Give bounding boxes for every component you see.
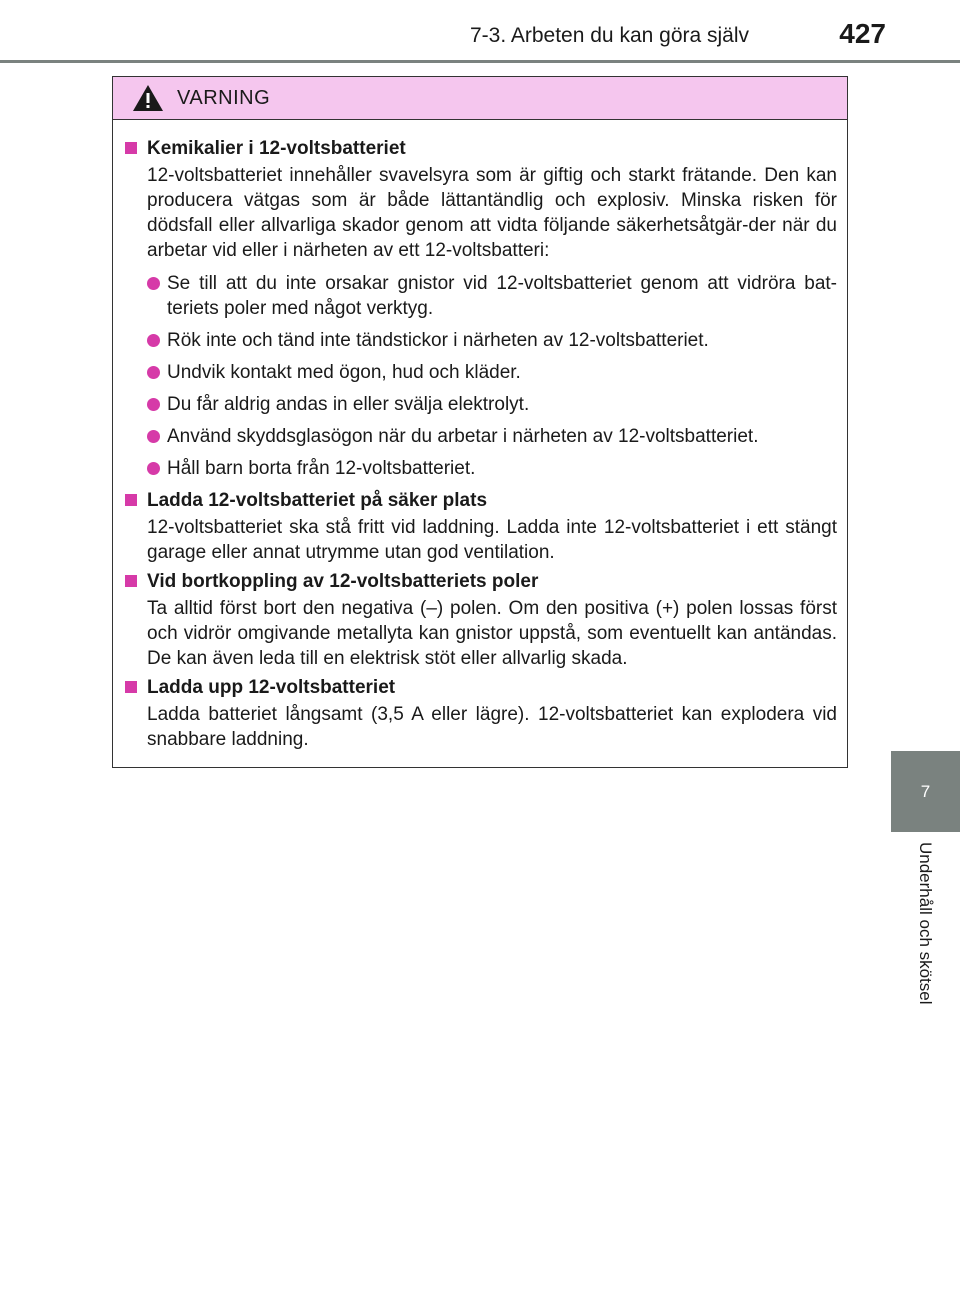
warning-box [112, 76, 848, 768]
square-bullet-icon [125, 142, 137, 154]
chapter-number: 7 [920, 781, 931, 801]
section-heading: Kemikalier i 12-voltsbatteriet [147, 138, 406, 159]
section-safe-charging [123, 488, 837, 565]
chapter-label-text: Underhåll och skötsel [916, 842, 935, 1005]
list-item: Rök inte och tänd inte tändstickor i närheten av 12-voltsbatteriet. [147, 328, 837, 353]
section-text: Ladda batteriet långsamt (3,5 A eller lägre). 12-voltsbatteriet kan explodera vid snabbare laddning. [147, 704, 837, 750]
dot-bullet-icon [147, 366, 160, 379]
square-bullet-icon [125, 575, 137, 587]
section-heading: Vid bortkoppling av 12-voltsbatteriets poler [147, 571, 539, 592]
warning-body [113, 120, 847, 752]
dot-bullet-icon [147, 430, 160, 443]
dot-bullet-icon [147, 462, 160, 475]
section-disconnecting-terminals [123, 569, 837, 671]
list-item: Undvik kontakt med ögon, hud och kläder. [147, 360, 837, 385]
section-heading: Ladda 12-voltsbatteriet på säker plats [147, 490, 488, 511]
precaution-list [147, 271, 837, 481]
section-text: Ta alltid först bort den negativa (–) polen. Om den positiva (+) polen lossas först och vidrör omgivande metallyta kan gnistor uppstå, som eventuellt kan antändas. De kan även leda till en elektrisk stöt eller allvarlig skada. [147, 598, 837, 669]
warning-header [113, 77, 847, 120]
warning-triangle-icon [131, 83, 165, 113]
warning-label: VARNING [177, 86, 271, 109]
list-item: Håll barn borta från 12-voltsbatteriet. [147, 456, 837, 481]
chapter-label [891, 842, 960, 1042]
dot-bullet-icon [147, 277, 160, 290]
page-number: 427 [839, 18, 886, 49]
section-text: 12-voltsbatteriet innehåller svavelsyra som är giftig och starkt frätande. Den kan producera vätgas som är både lättantändlig och explosiv. Minska risken för dödsfall eller allvarliga skador genom att vidta följande säkerhetsåtgär-der när du arbetar vid eller i närheten av ett 12-voltsbatteri: [147, 165, 837, 261]
section-text: 12-voltsbatteriet ska stå fritt vid laddning. Ladda inte 12-voltsbatteriet i ett stängt garage eller annat utrymme utan god ventilation. [147, 517, 837, 563]
section-charging-battery [123, 675, 837, 752]
square-bullet-icon [125, 681, 137, 693]
section-title: 7-3. Arbeten du kan göra själv [470, 24, 750, 47]
dot-bullet-icon [147, 398, 160, 411]
list-item: Du får aldrig andas in eller svälja elektrolyt. [147, 392, 837, 417]
dot-bullet-icon [147, 334, 160, 347]
chapter-tab [891, 751, 960, 832]
list-item: Använd skyddsglasögon när du arbetar i närheten av 12-voltsbatteriet. [147, 424, 837, 449]
section-battery-chemicals [123, 136, 837, 481]
square-bullet-icon [125, 494, 137, 506]
list-item: Se till att du inte orsakar gnistor vid 12-voltsbatteriet genom att vidröra bat-teriets poler med något verktyg. [147, 271, 837, 321]
header-divider [0, 60, 960, 63]
section-heading: Ladda upp 12-voltsbatteriet [147, 677, 396, 698]
